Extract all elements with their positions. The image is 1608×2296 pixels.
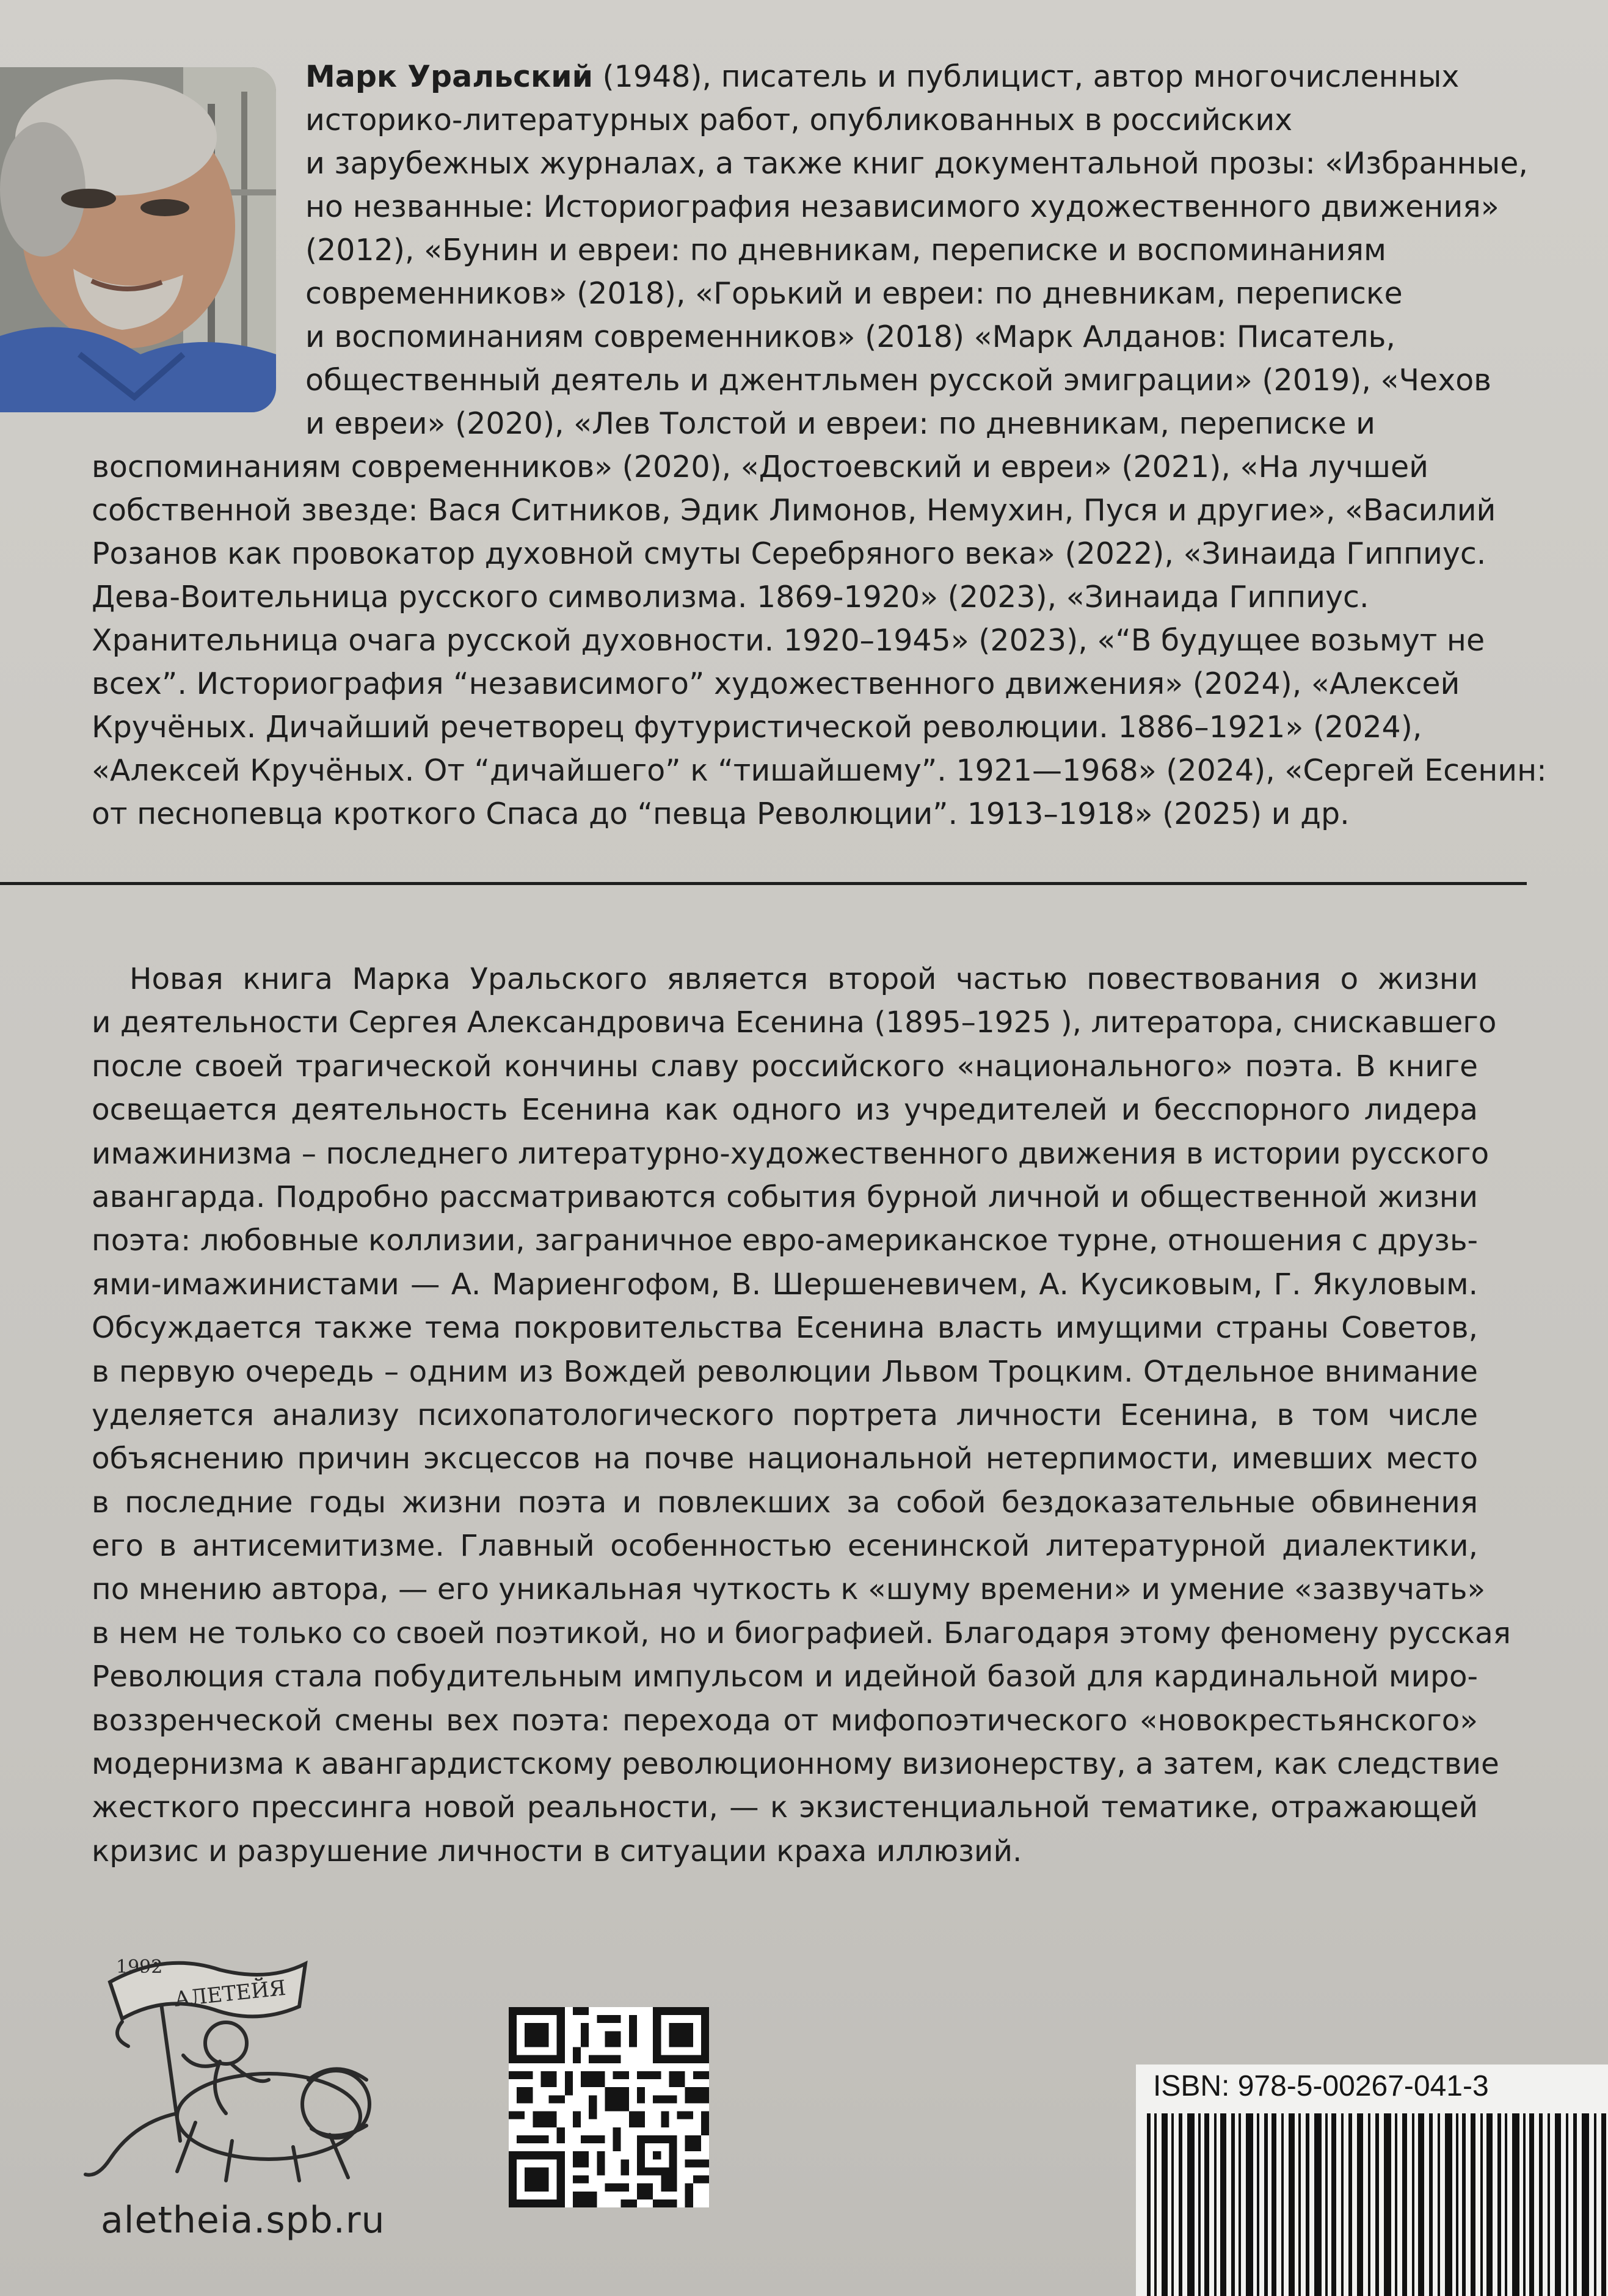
- annotation-line: авангарда. Подробно рассматриваются события бурной личной и общественной жизни: [92, 1179, 1478, 1214]
- annotation-line: Обсуждается также тема покровительства Есенина власть имущими страны Советов,: [92, 1311, 1478, 1346]
- annotation-line: уделяется анализу психопатологического портрета личности Есенина, в том числе: [92, 1398, 1478, 1432]
- bio-line: Кручёных. Дичайший речетворец футуристической революции. 1886–1921» (2024),: [92, 710, 1422, 745]
- annotation-line: кризис и разрушение личности в ситуации краха иллюзий.: [92, 1834, 1022, 1868]
- bio-line: всех”. Историография “независимого” художественного движения» (2024), «Алексей: [92, 666, 1460, 701]
- annotation-line: после своей трагической кончины славу российского «национального» поэта. В книге: [92, 1049, 1478, 1084]
- bio-line: но незванные: Историография независимого художественного движения»: [305, 189, 1499, 224]
- annotation-line: поэта: любовные коллизии, заграничное евро-американское турне, отношения с друзь-: [92, 1223, 1479, 1258]
- section-divider: [0, 882, 1527, 885]
- annotation-line: освещается деятельность Есенина как одного из учредителей и бесспорного лидера: [92, 1093, 1478, 1128]
- annotation-line: его в антисемитизме. Главный особенностью есенинской литературной диалектики,: [92, 1529, 1478, 1564]
- bio-line: Дева-Воительница русского символизма. 1869-1920» (2023), «Зинаида Гиппиус.: [92, 580, 1369, 614]
- annotation-line: в первую очередь – одним из Вождей революции Львом Троцким. Отдельное внимание: [92, 1354, 1478, 1389]
- bio-line: современников» (2018), «Горький и евреи: по дневникам, переписке: [305, 276, 1403, 311]
- annotation-line: имажинизма – последнего литературно-художественного движения в истории русского: [92, 1136, 1490, 1171]
- annotation-line: модернизма к авангардистскому революционному визионерству, а затем, как следствие: [92, 1747, 1499, 1782]
- bio-line: воспоминаниям современников» (2020), «Достоевский и евреи» (2021), «На лучшей: [92, 450, 1428, 484]
- bio-line: и воспоминаниям современников» (2018) «Марк Алданов: Писатель,: [305, 319, 1396, 354]
- author-bio: [92, 55, 1547, 836]
- publisher-website[interactable]: aletheia.spb.ru: [101, 2199, 385, 2242]
- bio-line: «Алексей Кручёных. От “дичайшего” к “тишайшему”. 1921—1968» (2024), «Сергей Есенин:: [92, 753, 1547, 788]
- annotation-line: Революция стала побудительным импульсом и идейной базой для кардинальной миро-: [92, 1660, 1478, 1694]
- annotation-line: ями-имажинистами — А. Мариенгофом, В. Шершеневичем, А. Кусиковым, Г. Якуловым.: [92, 1267, 1478, 1302]
- annotation-line: Новая книга Марка Уральского является второй частью повествования о жизни: [129, 962, 1478, 996]
- bio-line: от песнопевца кроткого Спаса до “певца Революции”. 1913–1918» (2025) и др.: [92, 796, 1350, 831]
- annotation-line: жесткого прессинга новой реальности, — к экзистенциальной тематике, отражающей: [92, 1790, 1478, 1825]
- aletheia-lion-logo-icon: [73, 1939, 391, 2196]
- qr-code-icon: [509, 2007, 709, 2207]
- barcode-bars: [1136, 2113, 1608, 2296]
- isbn-text: ISBN: 978-5-00267-041-3: [1153, 2070, 1489, 2102]
- bio-line: собственной звезде: Вася Ситников, Эдик Лимонов, Немухин, Пуся и другие», «Василий: [92, 493, 1496, 528]
- annotation-line: воззренческой смены вех поэта: перехода от мифопоэтического «новокрестьянского»: [92, 1703, 1478, 1738]
- annotation-line: объяснению причин эксцессов на почве национальной нетерпимости, имевших место: [92, 1441, 1478, 1476]
- logo-banner: АЛЕТЕЙЯ: [173, 1975, 288, 2012]
- annotation-line: по мнению автора, — его уникальная чуткость к «шуму времени» и умение «зазвучать»: [92, 1572, 1486, 1607]
- isbn-barcode-icon: [1136, 2065, 1608, 2296]
- bio-line: Марк Уральский (1948), писатель и публицист, автор многочисленных: [305, 59, 1460, 94]
- bio-line: историко-литературных работ, опубликованных в российских: [305, 103, 1293, 137]
- annotation-line: в последние годы жизни поэта и повлекших за собой бездоказательные обвинения: [92, 1485, 1478, 1520]
- book-annotation: [92, 958, 1511, 1873]
- annotation-line: в нем не только со своей поэтикой, но и биографией. Благодаря этому феномену русская: [92, 1616, 1511, 1650]
- bio-line: общественный деятель и джентльмен русской эмиграции» (2019), «Чехов: [305, 363, 1492, 398]
- annotation-line: и деятельности Сергея Александровича Есенина (1895–1925 ), литератора, снискавшего: [92, 1005, 1497, 1040]
- bio-line: Хранительница очага русской духовности. 1920–1945» (2023), «“В будущее возьмут не: [92, 623, 1485, 658]
- bio-line: и евреи» (2020), «Лев Толстой и евреи: по дневникам, переписке и: [305, 406, 1375, 441]
- bio-line: (2012), «Бунин и евреи: по дневникам, переписке и воспоминаниям: [305, 233, 1386, 268]
- bio-line: Розанов как провокатор духовной смуты Серебряного века» (2022), «Зинаида Гиппиус.: [92, 536, 1486, 571]
- author-name: Марк Уральский: [305, 59, 593, 94]
- logo-year: 1992: [116, 1956, 163, 1978]
- bio-line: и зарубежных журналах, а также книг документальной прозы: «Избранные,: [305, 146, 1528, 181]
